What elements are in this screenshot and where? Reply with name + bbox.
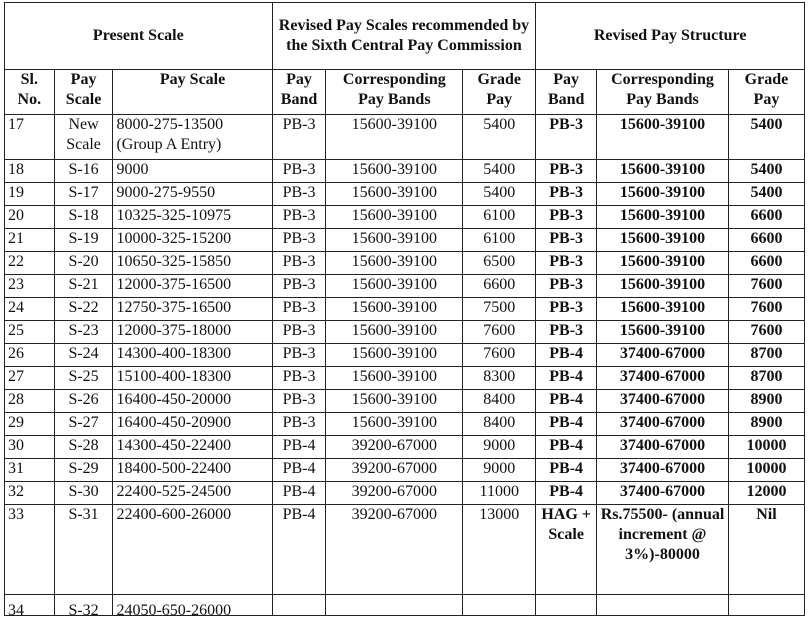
cell-rev-pay-band: PB-4 xyxy=(536,459,597,482)
cell-code: S-30 xyxy=(54,482,113,505)
table-row xyxy=(5,115,805,160)
cell-rev-pay-band: PB-3 xyxy=(536,160,597,183)
cell-pay-band: PB-3 xyxy=(272,206,326,229)
cell-rev-pay-band: PB-3 xyxy=(536,229,597,252)
header-recommended-scales: Revised Pay Scales recommended by the Sixth Central Pay Commission xyxy=(272,3,536,70)
cell-rev-pay-band: PB-3 xyxy=(536,275,597,298)
cell-sl: 20 xyxy=(5,206,55,229)
cell-corr-bands: 39200-67000 xyxy=(326,436,463,459)
cell-pay-band: PB-3 xyxy=(272,275,326,298)
cell-pay-band: PB-3 xyxy=(272,298,326,321)
cell-corr-bands: 15600-39100 xyxy=(326,344,463,367)
cell-grade-pay: 6100 xyxy=(463,229,536,252)
header-column-row xyxy=(5,70,805,115)
header-pay-scale: Pay Scale xyxy=(113,70,272,115)
header-pay-band-recommended: Pay Band xyxy=(272,70,326,115)
cell-pay-band: PB-3 xyxy=(272,390,326,413)
cell-rev-corr-bands: 15600-39100 xyxy=(597,229,729,252)
cell-code: S-27 xyxy=(54,413,113,436)
cell-rev-pay-band: PB-3 xyxy=(536,206,597,229)
cell-pay-band: PB-3 xyxy=(272,413,326,436)
cell-corr-bands: 15600-39100 xyxy=(326,183,463,206)
cell-code: S-26 xyxy=(54,390,113,413)
cell-scale: 12000-375-16500 xyxy=(113,275,272,298)
table-row xyxy=(5,367,805,390)
cell-pay-band: PB-3 xyxy=(272,160,326,183)
cell-rev-corr-bands: 15600-39100 xyxy=(597,275,729,298)
cell-corr-bands: 15600-39100 xyxy=(326,275,463,298)
cell-rev-grade-pay: 7600 xyxy=(728,321,804,344)
header-revised-structure: Revised Pay Structure xyxy=(536,3,805,70)
cell-pay-band: PB-4 xyxy=(272,482,326,505)
cell-pay-band: PB-3 xyxy=(272,115,326,160)
cell-corr-bands: 15600-39100 xyxy=(326,367,463,390)
header-corresponding-bands-recommended: Corresponding Pay Bands xyxy=(326,70,463,115)
cell-code: S-21 xyxy=(54,275,113,298)
cell-code: S-19 xyxy=(54,229,113,252)
cell-rev-corr-bands: 37400-67000 xyxy=(597,413,729,436)
cell-grade-pay: 8400 xyxy=(463,413,536,436)
cell-pay-band: PB-3 xyxy=(272,321,326,344)
table-row xyxy=(5,160,805,183)
cell-grade-pay: 6100 xyxy=(463,206,536,229)
cell-sl: 28 xyxy=(5,390,55,413)
cell-rev-grade-pay: 8900 xyxy=(728,390,804,413)
cell-rev-pay-band: PB-3 xyxy=(536,252,597,275)
pay-scale-table xyxy=(4,2,805,616)
table-row xyxy=(5,252,805,275)
cell-grade-pay: 8300 xyxy=(463,367,536,390)
table-row xyxy=(5,436,805,459)
cell-grade-pay: 7600 xyxy=(463,321,536,344)
cell-sl: 26 xyxy=(5,344,55,367)
cell-rev-grade-pay: 5400 xyxy=(728,115,804,160)
cell-rev-grade-pay: 5400 xyxy=(728,183,804,206)
cell-code: S-23 xyxy=(54,321,113,344)
cell-pay-band: PB-4 xyxy=(272,459,326,482)
cell-rev-grade-pay: Nil xyxy=(728,505,804,595)
cell-sl: 30 xyxy=(5,436,55,459)
cell-code: S-20 xyxy=(54,252,113,275)
table-row xyxy=(5,344,805,367)
cell-sl: 31 xyxy=(5,459,55,482)
cell-corr-bands: 15600-39100 xyxy=(326,390,463,413)
cell-scale: 8000-275-13500 (Group A Entry) xyxy=(113,115,272,160)
table-row xyxy=(5,229,805,252)
cell-scale: 10325-325-10975 xyxy=(113,206,272,229)
cell-corr-bands: 39200-67000 xyxy=(326,482,463,505)
table-row xyxy=(5,298,805,321)
cell-rev-grade-pay: 8700 xyxy=(728,367,804,390)
cell-sl: 18 xyxy=(5,160,55,183)
cell-code: S-24 xyxy=(54,344,113,367)
cell-sl: 23 xyxy=(5,275,55,298)
cell-rev-corr-bands: 15600-39100 xyxy=(597,206,729,229)
cell-rev-corr-bands: 37400-67000 xyxy=(597,344,729,367)
cell-rev-grade-pay: 8700 xyxy=(728,344,804,367)
cell-rev-grade-pay: 7600 xyxy=(728,298,804,321)
cell-scale: 16400-450-20000 xyxy=(113,390,272,413)
cell-pay-band: PB-4 xyxy=(272,505,326,595)
cell-code: S-32 xyxy=(68,602,99,616)
header-sl-no: Sl. No. xyxy=(5,70,55,115)
cell-grade-pay: 7600 xyxy=(463,344,536,367)
header-grade-pay-revised: Grade Pay xyxy=(728,70,804,115)
cell-sl: 33 xyxy=(5,505,55,595)
cell-grade-pay: 7500 xyxy=(463,298,536,321)
cell-grade-pay: 5400 xyxy=(463,160,536,183)
cell-rev-grade-pay: 5400 xyxy=(728,160,804,183)
cell-corr-bands: 15600-39100 xyxy=(326,115,463,160)
cell-scale: 14300-450-22400 xyxy=(113,436,272,459)
table-row xyxy=(5,459,805,482)
cell-grade-pay: 11000 xyxy=(463,482,536,505)
cell-rev-corr-bands: 15600-39100 xyxy=(597,160,729,183)
cell-rev-grade-pay: 10000 xyxy=(728,436,804,459)
cell-pay-band: PB-3 xyxy=(272,367,326,390)
cell-rev-pay-band: PB-3 xyxy=(536,115,597,160)
table-row xyxy=(5,413,805,436)
cell-code: S-29 xyxy=(54,459,113,482)
cell-code: New Scale xyxy=(54,115,113,160)
pay-scale-document xyxy=(4,2,805,616)
cell-grade-pay: 8400 xyxy=(463,390,536,413)
cell-rev-pay-band: PB-4 xyxy=(536,390,597,413)
cell-sl: 21 xyxy=(5,229,55,252)
cell-rev-grade-pay: 6600 xyxy=(728,206,804,229)
cell-sl: 17 xyxy=(5,115,55,160)
cell-corr-bands: 15600-39100 xyxy=(326,413,463,436)
header-corresponding-bands-revised: Corresponding Pay Bands xyxy=(597,70,729,115)
cell-pay-band: PB-3 xyxy=(272,229,326,252)
cell-scale: 12750-375-16500 xyxy=(113,298,272,321)
cell-scale: 9000-275-9550 xyxy=(113,183,272,206)
cell-rev-grade-pay: 6600 xyxy=(728,229,804,252)
cell-pay-band: PB-4 xyxy=(272,436,326,459)
header-present-scale: Present Scale xyxy=(5,3,273,70)
cell-rev-pay-band: PB-4 xyxy=(536,344,597,367)
cell-rev-corr-bands: 37400-67000 xyxy=(597,436,729,459)
cell-code: S-31 xyxy=(54,505,113,595)
cell-rev-corr-bands: 15600-39100 xyxy=(597,183,729,206)
table-row xyxy=(5,275,805,298)
cell-code: S-17 xyxy=(54,183,113,206)
cell-rev-pay-band: PB-3 xyxy=(536,298,597,321)
cell-corr-bands: 15600-39100 xyxy=(326,321,463,344)
cell-corr-bands: 39200-67000 xyxy=(326,459,463,482)
cell-grade-pay: 6500 xyxy=(463,252,536,275)
cell-grade-pay: 5400 xyxy=(463,115,536,160)
table-row xyxy=(5,183,805,206)
cell-rev-corr-bands: 15600-39100 xyxy=(597,115,729,160)
cell-sl: 29 xyxy=(5,413,55,436)
cell-rev-pay-band: PB-4 xyxy=(536,436,597,459)
cell-grade-pay: 6600 xyxy=(463,275,536,298)
cell-sl: 34 xyxy=(8,602,24,616)
cell-pay-band: PB-3 xyxy=(272,252,326,275)
cell-rev-corr-bands: 37400-67000 xyxy=(597,459,729,482)
cell-code: S-22 xyxy=(54,298,113,321)
cell-pay-band: PB-3 xyxy=(272,344,326,367)
cell-scale: 22400-600-26000 xyxy=(113,505,272,595)
cell-scale: 18400-500-22400 xyxy=(113,459,272,482)
cell-rev-pay-band: PB-3 xyxy=(536,321,597,344)
header-grade-pay-recommended: Grade Pay xyxy=(463,70,536,115)
cell-rev-pay-band: PB-4 xyxy=(536,482,597,505)
cell-rev-grade-pay: 7600 xyxy=(728,275,804,298)
cell-corr-bands: 39200-67000 xyxy=(326,505,463,595)
cell-code: S-25 xyxy=(54,367,113,390)
cell-grade-pay: 9000 xyxy=(463,459,536,482)
cell-rev-corr-bands: 15600-39100 xyxy=(597,252,729,275)
cell-sl: 27 xyxy=(5,367,55,390)
cell-rev-corr-bands: Rs.75500- (annual increment @ 3%)-80000 xyxy=(597,505,729,595)
cell-rev-corr-bands: 15600-39100 xyxy=(597,298,729,321)
cell-pay-band: PB-3 xyxy=(272,183,326,206)
cell-grade-pay: 13000 xyxy=(463,505,536,595)
header-pay-scale-code: Pay Scale xyxy=(54,70,113,115)
cell-scale: 16400-450-20900 xyxy=(113,413,272,436)
cell-sl: 32 xyxy=(5,482,55,505)
cell-scale: 10000-325-15200 xyxy=(113,229,272,252)
cell-rev-pay-band: PB-3 xyxy=(536,183,597,206)
cell-scale: 10650-325-15850 xyxy=(113,252,272,275)
cell-corr-bands: 15600-39100 xyxy=(326,160,463,183)
header-pay-band-revised: Pay Band xyxy=(536,70,597,115)
header-group-row xyxy=(5,3,805,70)
cell-code: S-28 xyxy=(54,436,113,459)
cell-code: S-18 xyxy=(54,206,113,229)
cell-rev-grade-pay: 10000 xyxy=(728,459,804,482)
cell-rev-grade-pay: 12000 xyxy=(728,482,804,505)
cell-rev-grade-pay: 8900 xyxy=(728,413,804,436)
table-row xyxy=(5,505,805,595)
table-row xyxy=(5,206,805,229)
cell-rev-corr-bands: 37400-67000 xyxy=(597,390,729,413)
cell-rev-corr-bands: 37400-67000 xyxy=(597,482,729,505)
cell-scale: 22400-525-24500 xyxy=(113,482,272,505)
cell-scale: 15100-400-18300 xyxy=(113,367,272,390)
cell-scale: 12000-375-18000 xyxy=(113,321,272,344)
cell-sl: 22 xyxy=(5,252,55,275)
cell-corr-bands: 15600-39100 xyxy=(326,229,463,252)
cell-scale: 9000 xyxy=(113,160,272,183)
cell-rev-pay-band: PB-4 xyxy=(536,367,597,390)
cell-rev-pay-band: HAG + Scale xyxy=(536,505,597,595)
table-row xyxy=(5,321,805,344)
cell-grade-pay: 5400 xyxy=(463,183,536,206)
cell-rev-pay-band: PB-4 xyxy=(536,413,597,436)
cell-sl: 19 xyxy=(5,183,55,206)
table-row xyxy=(5,482,805,505)
cell-corr-bands: 15600-39100 xyxy=(326,298,463,321)
cell-rev-corr-bands: 15600-39100 xyxy=(597,321,729,344)
cell-code: S-16 xyxy=(54,160,113,183)
cell-scale: 24050-650-26000 xyxy=(116,602,232,616)
cell-rev-corr-bands: 37400-67000 xyxy=(597,367,729,390)
cell-sl: 25 xyxy=(5,321,55,344)
cell-corr-bands: 15600-39100 xyxy=(326,206,463,229)
cell-sl: 24 xyxy=(5,298,55,321)
cell-corr-bands: 15600-39100 xyxy=(326,252,463,275)
cell-rev-grade-pay: 6600 xyxy=(728,252,804,275)
cell-scale: 14300-400-18300 xyxy=(113,344,272,367)
table-row xyxy=(5,390,805,413)
cell-grade-pay: 9000 xyxy=(463,436,536,459)
table-row-partial xyxy=(5,595,805,616)
